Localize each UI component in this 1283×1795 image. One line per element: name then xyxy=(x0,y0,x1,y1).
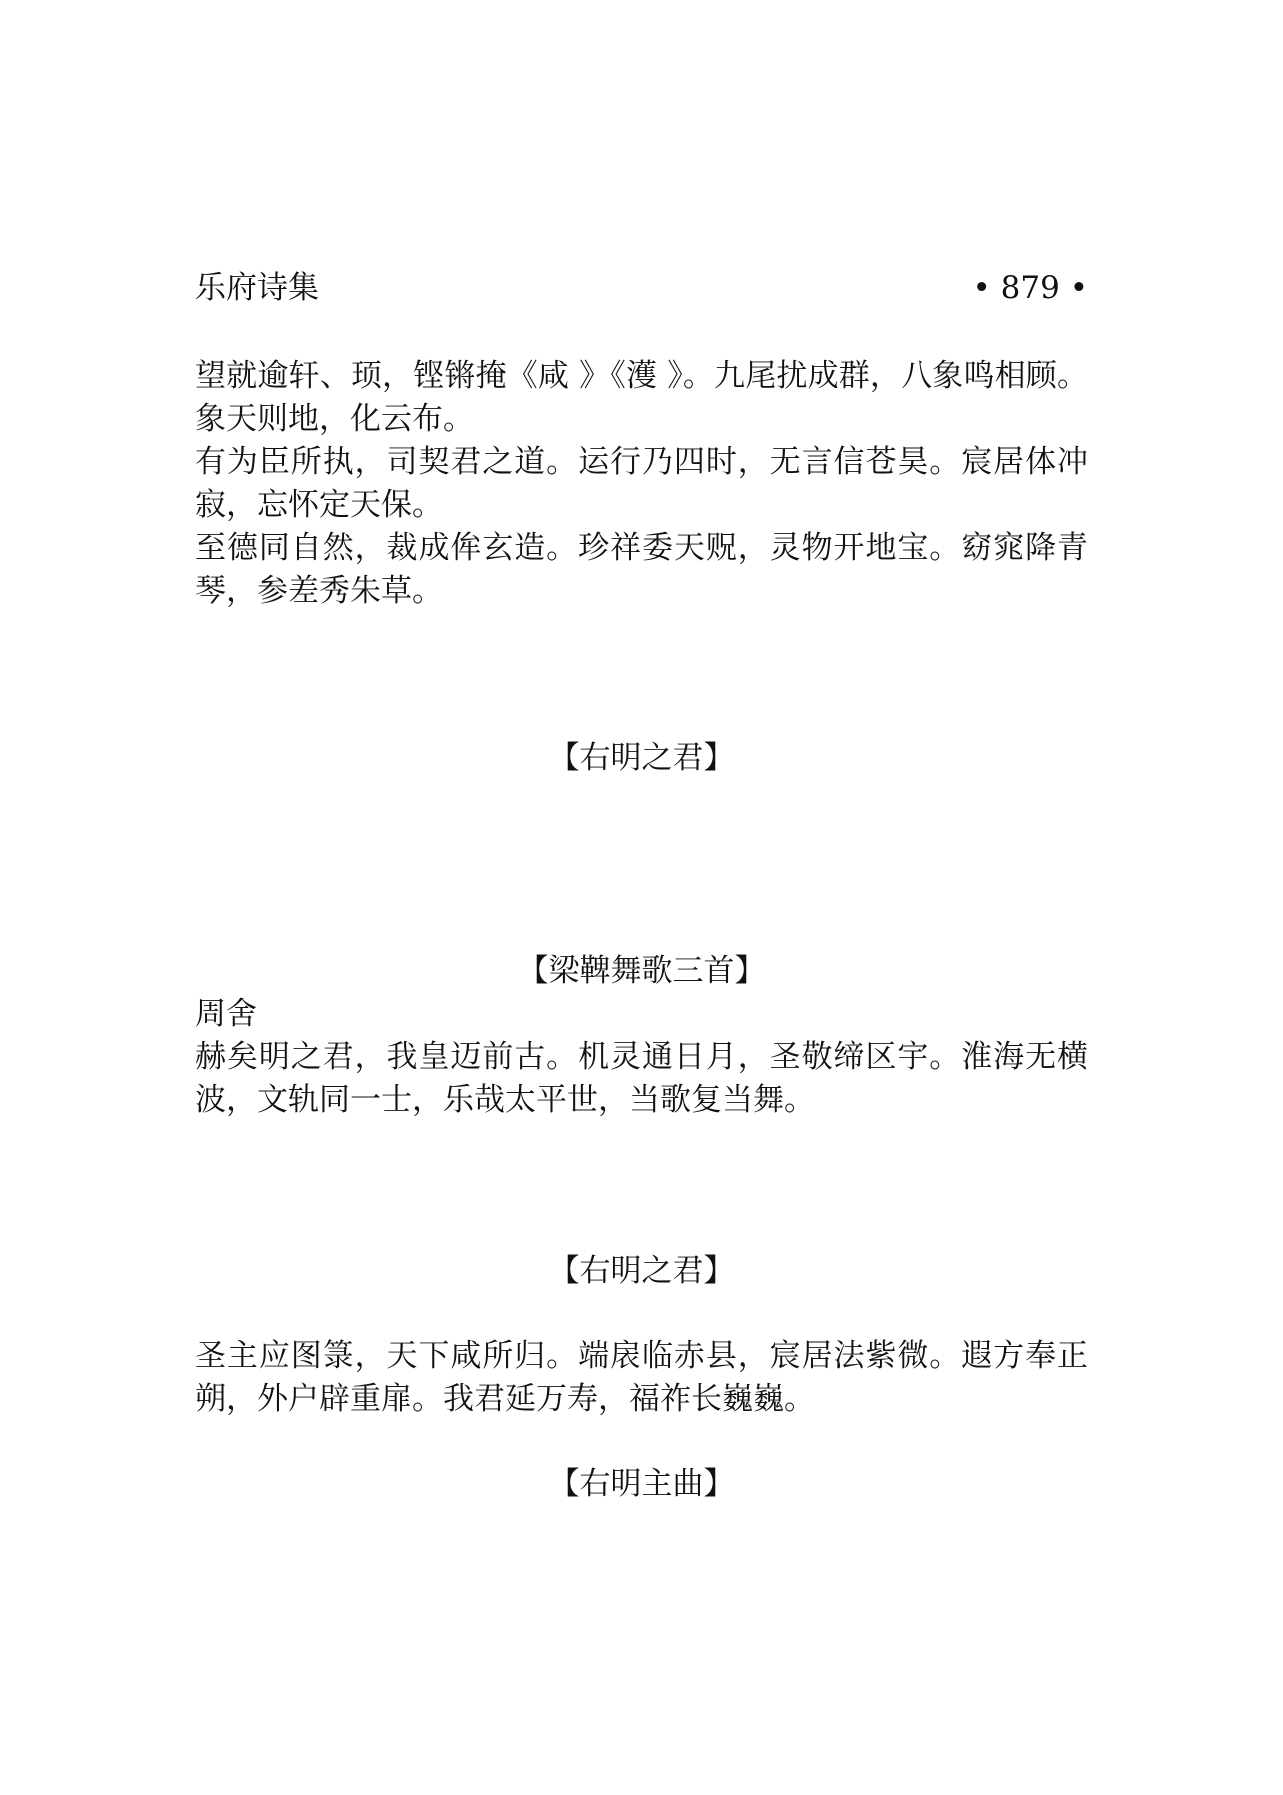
author-name: 周舍 xyxy=(195,996,257,1032)
page-header xyxy=(195,268,1088,308)
poem-paragraph: 赫矣明之君，我皇迈前古。机灵通日月，圣敬缔区宇。淮海无横波，文轨同一士，乐哉太平世，当歌复当舞。 xyxy=(195,1039,1088,1118)
book-title: 乐府诗集 xyxy=(195,270,319,306)
poem-paragraph: 至德同自然，裁成侔玄造。珍祥委天贶，灵物开地宝。窈窕降青琴，参差秀朱草。 xyxy=(195,530,1088,609)
poem-paragraph: 有为臣所执，司契君之道。运行乃四时，无言信苍昊。宸居体冲寂，忘怀定天保。 xyxy=(195,444,1088,523)
section-heading: 【右明之君】 xyxy=(548,1253,735,1289)
section-heading: 【梁鞞舞歌三首】 xyxy=(517,953,766,989)
section-heading: 【右明主曲】 xyxy=(548,1466,735,1502)
section-heading: 【右明之君】 xyxy=(548,740,735,776)
poem-paragraph: 望就逾轩、顼，铿锵掩《咸 》《濩 》。九尾扰成群，八象鸣相顾。象天则地，化云布。 xyxy=(195,358,1088,437)
page-number: • 879 • xyxy=(972,270,1088,306)
poem-paragraph: 圣主应图箓，天下咸所归。端扆临赤县，宸居法紫微。遐方奉正朔，外户辟重扉。我君延万寿，福祚长巍巍。 xyxy=(195,1338,1088,1417)
